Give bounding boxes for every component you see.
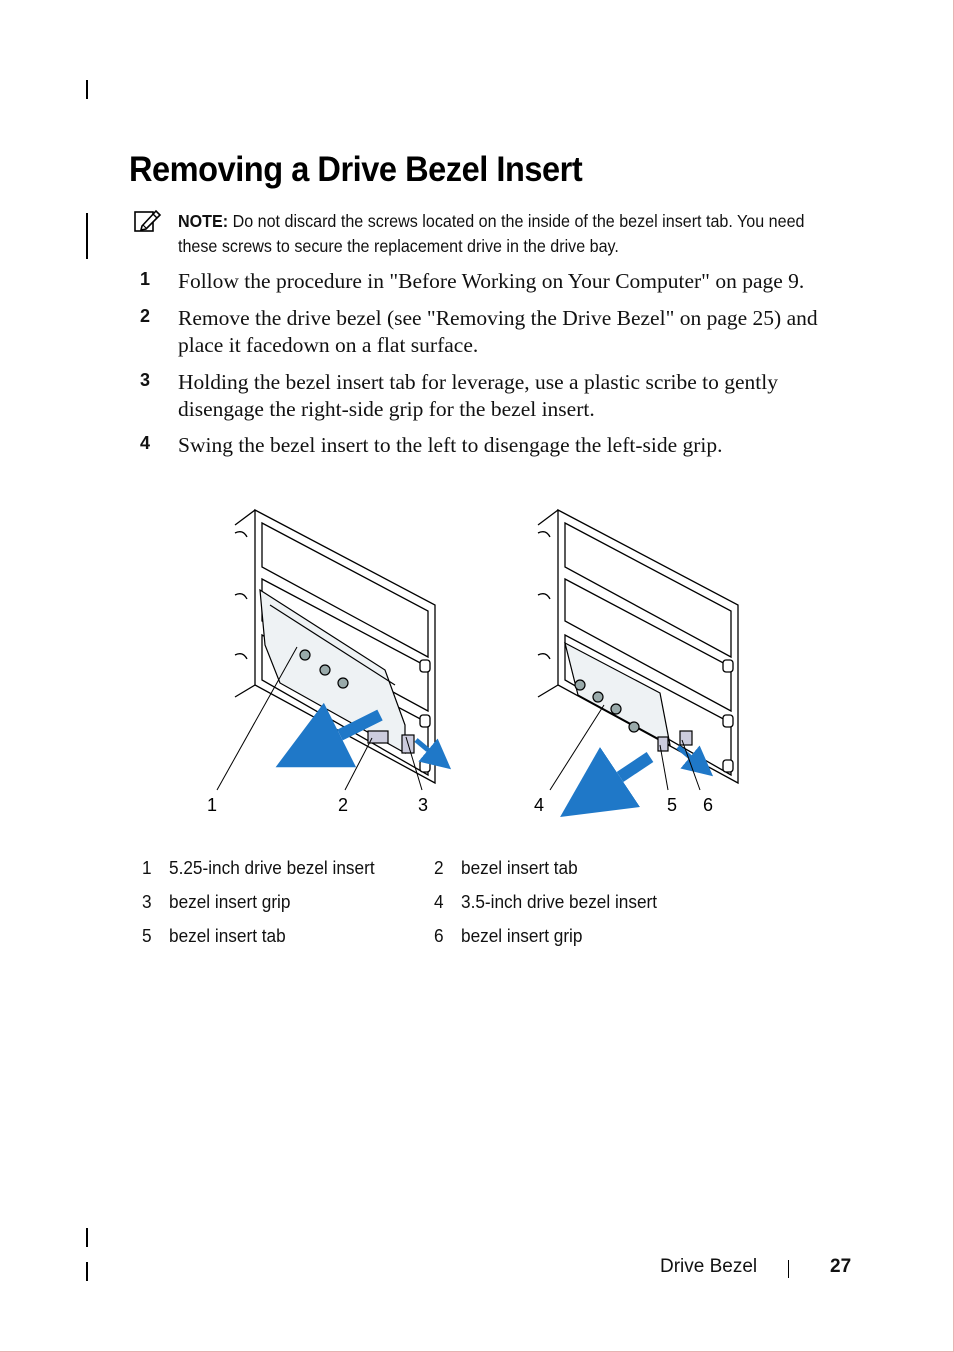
legend-number: 5 <box>142 925 152 946</box>
legend-label: bezel insert grip <box>169 891 291 912</box>
legend-label: bezel insert tab <box>169 925 286 946</box>
callout-6: 6 <box>703 795 714 815</box>
pencil-note-icon <box>134 208 162 234</box>
note-label: NOTE: <box>178 211 229 231</box>
step-text: Holding the bezel insert tab for leverage, use a plastic scribe to gently disengage the right-side grip for the bezel insert. <box>178 370 778 421</box>
legend-label: 3.5-inch drive bezel insert <box>461 891 658 912</box>
callout-4: 4 <box>534 795 545 815</box>
step-number: 1 <box>140 269 151 289</box>
legend-number: 3 <box>142 891 152 912</box>
page-title: Removing a Drive Bezel Insert <box>129 150 583 189</box>
footer-divider <box>788 1260 789 1278</box>
step-text: Swing the bezel insert to the left to disengage the left-side grip. <box>178 433 723 457</box>
callout-3: 3 <box>418 795 429 815</box>
step-number: 4 <box>140 433 151 453</box>
change-bar <box>86 213 88 259</box>
callout-1: 1 <box>207 795 218 815</box>
legend-number: 6 <box>434 925 444 946</box>
step-number: 3 <box>140 370 151 390</box>
step-text: Remove the drive bezel (see "Removing the Drive Bezel" on page 25) and place it facedown on a flat surface. <box>178 306 818 357</box>
footer-section: Drive Bezel <box>660 1256 758 1277</box>
callout-2: 2 <box>338 795 349 815</box>
callout-5: 5 <box>667 795 678 815</box>
crop-mark <box>86 1228 88 1247</box>
note-text: Do not discard the screws located on the inside of the bezel insert tab. You need these screws to secure the replacement drive in the drive bay. <box>178 211 805 256</box>
crop-mark <box>86 1262 88 1281</box>
legend-label: bezel insert grip <box>461 925 583 946</box>
legend-label: bezel insert tab <box>461 857 578 878</box>
step-number: 2 <box>140 306 151 326</box>
crop-mark <box>86 80 88 99</box>
legend-number: 1 <box>142 857 152 878</box>
bezel-illustration <box>180 495 760 825</box>
page-number: 27 <box>830 1256 852 1277</box>
legend-number: 4 <box>434 891 444 912</box>
note <box>178 209 813 259</box>
legend-number: 2 <box>434 857 444 878</box>
legend-label: 5.25-inch drive bezel insert <box>169 857 375 878</box>
step-text: Follow the procedure in "Before Working on Your Computer" on page 9. <box>178 269 805 293</box>
